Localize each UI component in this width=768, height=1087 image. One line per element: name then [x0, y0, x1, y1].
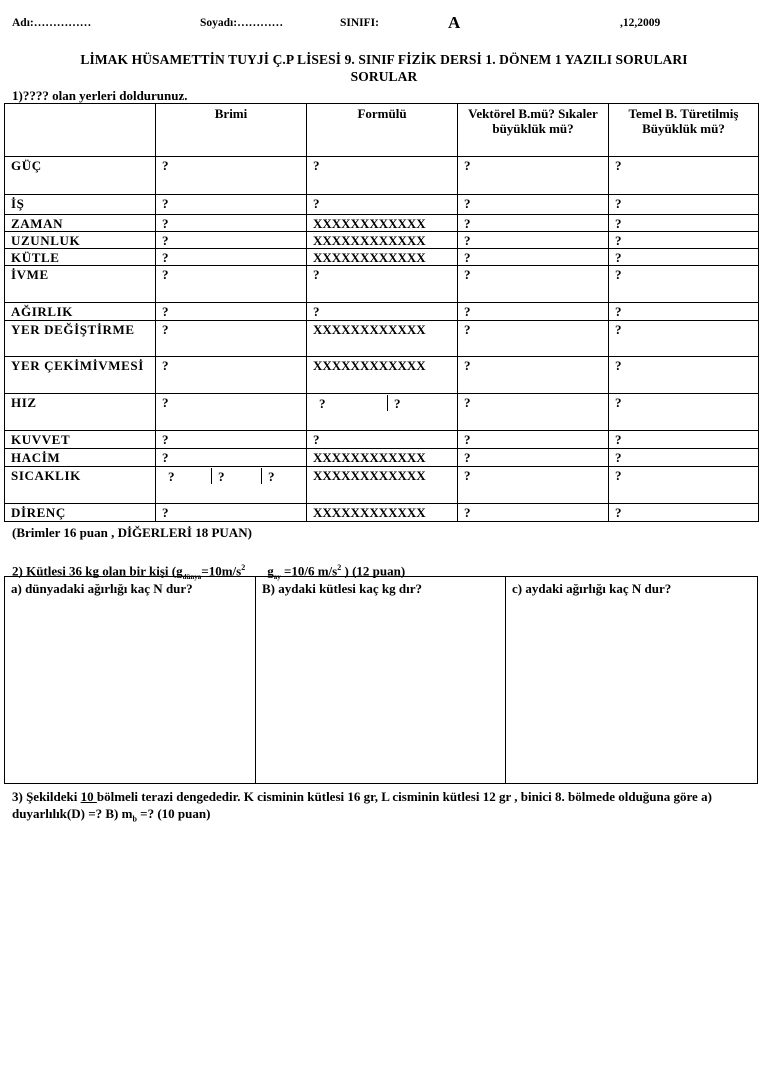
part-a-label: a) dünyadaki ağırlığı kaç N dur?	[11, 581, 193, 596]
answer-box-c[interactable]	[506, 577, 757, 783]
table-row	[5, 195, 759, 215]
formula-cell: XXXXXXXXXXXX	[307, 215, 458, 232]
vector-cell[interactable]: ?	[458, 215, 609, 232]
row-name: HIZ	[5, 394, 156, 431]
q2-square2: 2	[337, 563, 342, 572]
q3-pre: 3) Şekildeki	[12, 789, 81, 804]
header-unit: Brimi	[156, 104, 307, 157]
answer-box-a[interactable]	[5, 577, 256, 783]
table-row	[5, 215, 759, 232]
basic-cell[interactable]: ?	[609, 215, 759, 232]
unit-cell[interactable]: ?	[156, 449, 307, 467]
row-name: KUVVET	[5, 431, 156, 449]
vector-cell[interactable]: ?	[458, 504, 609, 522]
basic-cell[interactable]: ?	[609, 431, 759, 449]
table-row	[5, 504, 759, 522]
row-name: AĞIRLIK	[5, 303, 156, 321]
vector-cell[interactable]: ?	[458, 321, 609, 357]
table-row	[5, 394, 759, 431]
formula-cell[interactable]: ?	[307, 431, 458, 449]
basic-cell[interactable]: ?	[609, 357, 759, 394]
q2-g-sub-moon: ay	[273, 572, 281, 581]
basic-cell[interactable]: ?	[609, 157, 759, 195]
question1-label: 1)???? olan yerleri doldurunuz.	[12, 88, 188, 103]
vector-cell[interactable]: ?	[458, 303, 609, 321]
vector-cell[interactable]: ?	[458, 431, 609, 449]
formula-cell: XXXXXXXXXXXX	[307, 504, 458, 522]
unit-cell[interactable]: ?	[156, 394, 307, 431]
unit-cell-a[interactable]: ?	[162, 468, 212, 484]
table-header-row	[5, 104, 759, 157]
date-field: ,12,2009	[620, 17, 661, 29]
row-name: HACİM	[5, 449, 156, 467]
unit-split-cell	[156, 467, 307, 504]
basic-cell[interactable]: ?	[609, 394, 759, 431]
q2-g-sub-earth: dünya	[182, 572, 202, 581]
unit-cell[interactable]: ?	[156, 357, 307, 394]
q3-end: =? (10 puan)	[136, 806, 211, 821]
q2-g-moon-symbol: g	[267, 563, 274, 579]
table-row	[5, 303, 759, 321]
vector-cell[interactable]: ?	[458, 266, 609, 303]
question2-answer-boxes	[4, 576, 758, 784]
q2-g-moon: =10/6 m/s	[280, 563, 338, 579]
basic-cell[interactable]: ?	[609, 321, 759, 357]
vector-cell[interactable]: ?	[458, 357, 609, 394]
header-basic-derived: Temel B. Türetilmiş Büyüklük mü?	[609, 104, 759, 157]
vector-cell[interactable]: ?	[458, 467, 609, 504]
unit-cell[interactable]: ?	[156, 215, 307, 232]
formula-cell: XXXXXXXXXXXX	[307, 357, 458, 394]
formula-cell: XXXXXXXXXXXX	[307, 321, 458, 357]
formula-cell-b[interactable]: ?	[394, 396, 401, 411]
header-formula: Formülü	[307, 104, 458, 157]
q2-suffix: ) (12 puan)	[341, 563, 406, 579]
vector-cell[interactable]: ?	[458, 249, 609, 266]
row-name: YER DEĞİŞTİRME	[5, 321, 156, 357]
q2-prefix: 2) Kütlesi 36 kg olan bir kişi (g	[12, 563, 183, 579]
table-row	[5, 449, 759, 467]
q3-num: 10	[80, 789, 97, 804]
formula-cell: XXXXXXXXXXXX	[307, 467, 458, 504]
table-row	[5, 249, 759, 266]
basic-cell[interactable]: ?	[609, 232, 759, 249]
vector-cell[interactable]: ?	[458, 394, 609, 431]
table-row	[5, 431, 759, 449]
vector-cell[interactable]: ?	[458, 449, 609, 467]
row-name: GÜÇ	[5, 157, 156, 195]
formula-cell-a[interactable]: ?	[313, 395, 388, 411]
vector-cell[interactable]: ?	[458, 195, 609, 215]
row-name: DİRENÇ	[5, 504, 156, 522]
basic-cell[interactable]: ?	[609, 249, 759, 266]
unit-cell[interactable]: ?	[156, 431, 307, 449]
row-name: ZAMAN	[5, 215, 156, 232]
table-row	[5, 357, 759, 394]
basic-cell[interactable]: ?	[609, 303, 759, 321]
surname-field-label: Soyadı:…………	[200, 17, 284, 29]
basic-cell[interactable]: ?	[609, 449, 759, 467]
class-field-label: SINIFI:	[340, 17, 379, 29]
basic-cell[interactable]: ?	[609, 195, 759, 215]
basic-cell[interactable]: ?	[609, 467, 759, 504]
formula-cell[interactable]: ?	[307, 157, 458, 195]
formula-cell[interactable]: ?	[307, 266, 458, 303]
unit-cell[interactable]: ?	[156, 504, 307, 522]
exam-title-line1: LİMAK HÜSAMETTİN TUYJİ Ç.P LİSESİ 9. SINIF FİZİK DERSİ 1. DÖNEM 1 YAZILI SORULARI	[80, 52, 688, 67]
formula-cell[interactable]: ?	[307, 195, 458, 215]
row-name: SICAKLIK	[5, 467, 156, 504]
unit-cell[interactable]: ?	[156, 195, 307, 215]
row-name: UZUNLUK	[5, 232, 156, 249]
q3-post: bölmeli terazi dengededir. K cisminin kütlesi 16 gr, L cisminin kütlesi 12 gr , binici 8. bölmede olduğuna göre a) duyarlılık(D) =? B) m	[12, 789, 712, 821]
table-row	[5, 266, 759, 303]
row-name: KÜTLE	[5, 249, 156, 266]
formula-cell: XXXXXXXXXXXX	[307, 449, 458, 467]
exam-title-line2: SORULAR	[350, 69, 418, 84]
q3-sub: b	[132, 814, 137, 824]
table-row	[5, 232, 759, 249]
row-name: İVME	[5, 266, 156, 303]
formula-cell: XXXXXXXXXXXX	[307, 249, 458, 266]
row-name: YER ÇEKİMİVMESİ	[5, 357, 156, 394]
unit-cell[interactable]: ?	[156, 232, 307, 249]
row-name: İŞ	[5, 195, 156, 215]
vector-cell[interactable]: ?	[458, 157, 609, 195]
table-row	[5, 321, 759, 357]
answer-box-b[interactable]	[256, 577, 506, 783]
unit-cell[interactable]: ?	[156, 303, 307, 321]
part-c-label: c) aydaki ağırlığı kaç N dur?	[512, 581, 672, 596]
name-field-label: Adı:……………	[12, 17, 92, 29]
vector-cell[interactable]: ?	[458, 232, 609, 249]
unit-cell[interactable]: ?	[156, 249, 307, 266]
class-value: A	[448, 13, 461, 32]
formula-cell[interactable]: ?	[307, 303, 458, 321]
formula-cell: XXXXXXXXXXXX	[307, 232, 458, 249]
formula-split-cell	[307, 394, 458, 431]
table-row	[5, 467, 759, 504]
header-vector-scalar: Vektörel B.mü? Sıkaler büyüklük mü?	[458, 104, 609, 157]
basic-cell[interactable]: ?	[609, 266, 759, 303]
quantities-table	[4, 103, 759, 522]
table-row	[5, 157, 759, 195]
unit-cell[interactable]: ?	[156, 266, 307, 303]
basic-cell[interactable]: ?	[609, 504, 759, 522]
header-empty-cell	[5, 104, 156, 157]
unit-cell-b[interactable]: ?	[212, 468, 262, 484]
q2-square1: 2	[241, 563, 246, 572]
q2-g-earth: =10m/s	[201, 563, 242, 579]
question3-text	[12, 788, 758, 828]
scoring-note: (Brimler 16 puan , DİĞERLERİ 18 PUAN)	[12, 525, 252, 540]
unit-cell[interactable]: ?	[156, 321, 307, 357]
unit-cell[interactable]: ?	[156, 157, 307, 195]
unit-cell-c[interactable]: ?	[268, 469, 275, 484]
part-b-label: B) aydaki kütlesi kaç kg dır?	[262, 581, 423, 596]
